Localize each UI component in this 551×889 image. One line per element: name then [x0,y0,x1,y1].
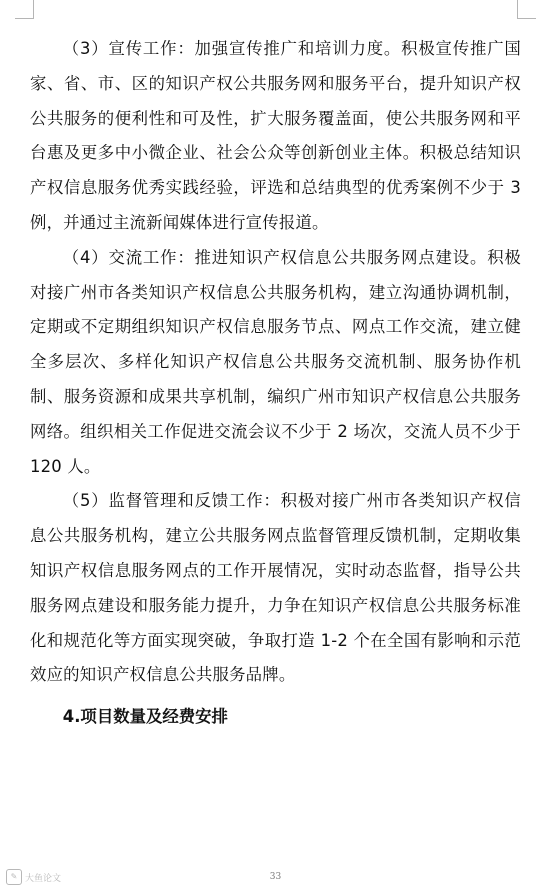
crop-mark-top-left [15,0,34,19]
crop-mark-top-right [517,0,536,19]
section-heading: 4.项目数量及经费安排 [62,707,228,727]
paragraph-exchange-work: （4）交流工作：推进知识产权信息公共服务网点建设。积极对接广州市各类知识产权信息公共服务机构，建立沟通协调机制，定期或不定期组织知识产权信息服务节点、网点工作交流，建立健全多层次、多样化知识产权信息公共服务交流机制、服务协作机制、服务资源和成果共享机制，编织广州市知识产权信息公共服务网络。组织相关工作促进交流会议不少于 2 场次，交流人员不少于 120 人。 [30,247,521,476]
watermark-text: 大鱼论文 [25,873,62,884]
paragraph-supervision-work: （5）监督管理和反馈工作：积极对接广州市各类知识产权信息公共服务机构，建立公共服务网点监督管理反馈机制，定期收集知识产权信息服务网点的工作开展情况，实时动态监督，指导公共服务网点建设和服务能力提升，力争在知识产权信息公共服务标准化和规范化等方面实现突破，争取打造 1-2 个在全国有影响和示范效应的知识产权信息公共服务品牌。 [30,491,521,685]
paragraph-publicity-work: （3）宣传工作：加强宣传推广和培训力度。积极宣传推广国家、省、市、区的知识产权公共服务网和服务平台，提升知识产权公共服务的便利性和可及性，扩大服务覆盖面，使公共服务网和平台惠及更多中小微企业、社会公众等创新创业主体。积极总结知识产权信息服务优秀实践经验，评选和总结典型的优秀案例不少于 3 例，并通过主流新闻媒体进行宣传报道。 [30,39,521,232]
document-body [30,32,521,735]
watermark-logo-icon: ✎ [6,869,22,885]
page-number: 33 [269,872,282,882]
